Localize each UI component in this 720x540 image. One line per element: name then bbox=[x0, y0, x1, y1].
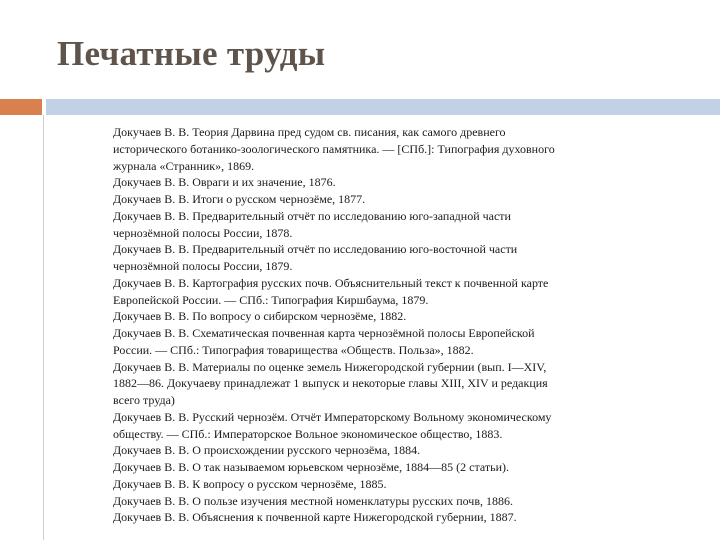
text-line: России. — СПб.: Типография товарищества «Обществ. Польза», 1882. bbox=[113, 342, 474, 357]
text-line: Докучаев В. В. Русский чернозём. Отчёт Императорскому Вольному экономическому bbox=[113, 409, 552, 424]
text-line: Докучаев В. В. Схематическая почвенная карта чернозёмной полосы Европейской bbox=[113, 326, 535, 340]
text-line: всего труда) bbox=[113, 393, 175, 407]
text-line: Докучаев В. В. Картография русских почв. Объяснительный текст к почвенной карте bbox=[113, 275, 549, 290]
text-line: Докучаев В. В. О пользе изучения местной номенклатуры русских почв, 1886. bbox=[113, 493, 514, 508]
text-line: Докучаев В. В. О происхождении русского чернозёма, 1884. bbox=[113, 443, 421, 458]
text-line: обществу. — СПб.: Императорское Вольное экономическое общество, 1883. bbox=[113, 426, 503, 441]
text-line: Докучаев В. В. К вопросу о русском чернозёме, 1885. bbox=[113, 476, 387, 491]
text-line: Докучаев В. В. Овраги и их значение, 1876. bbox=[113, 175, 336, 190]
text-line: Докучаев В. В. Материалы по оценке земель Нижегородской губернии (вып. I—XIV, bbox=[113, 359, 547, 374]
vertical-divider bbox=[43, 115, 44, 540]
text-line: Докучаев В. В. О так называемом юрьевском чернозёме, 1884—85 (2 статьи). bbox=[113, 460, 509, 474]
publications-list bbox=[113, 124, 643, 526]
text-line: Докучаев В. В. Теория Дарвина пред судом св. писания, как самого древнего bbox=[113, 125, 506, 139]
text-line: исторического ботанико-зоологического памятника. — [СПб.]: Типография духовного bbox=[113, 141, 555, 156]
text-line: Докучаев В. В. Объяснения к почвенной карте Нижегородской губернии, 1887. bbox=[113, 510, 517, 525]
text-line: Докучаев В. В. По вопросу о сибирском чернозёме, 1882. bbox=[113, 309, 407, 324]
text-line: Докучаев В. В. Предварительный отчёт по исследованию юго-западной части bbox=[113, 208, 511, 223]
text-line: чернозёмной полосы России, 1878. bbox=[113, 225, 293, 240]
text-line: чернозёмной полосы России, 1879. bbox=[113, 259, 293, 273]
text-line: Докучаев В. В. Итоги о русском чернозёме, 1877. bbox=[113, 192, 366, 206]
header-bar bbox=[46, 99, 720, 115]
slide-title: Печатные труды bbox=[57, 34, 326, 73]
text-line: Докучаев В. В. Предварительный отчёт по исследованию юго-восточной части bbox=[113, 242, 518, 257]
text-line: 1882—86. Докучаеву принадлежат 1 выпуск и некоторые главы XIII, XIV и редакция bbox=[113, 376, 548, 391]
text-line: Европейской России. — СПб.: Типография Киршбаума, 1879. bbox=[113, 292, 429, 307]
accent-bar bbox=[0, 99, 42, 115]
text-line: журнала «Странник», 1869. bbox=[113, 158, 255, 173]
